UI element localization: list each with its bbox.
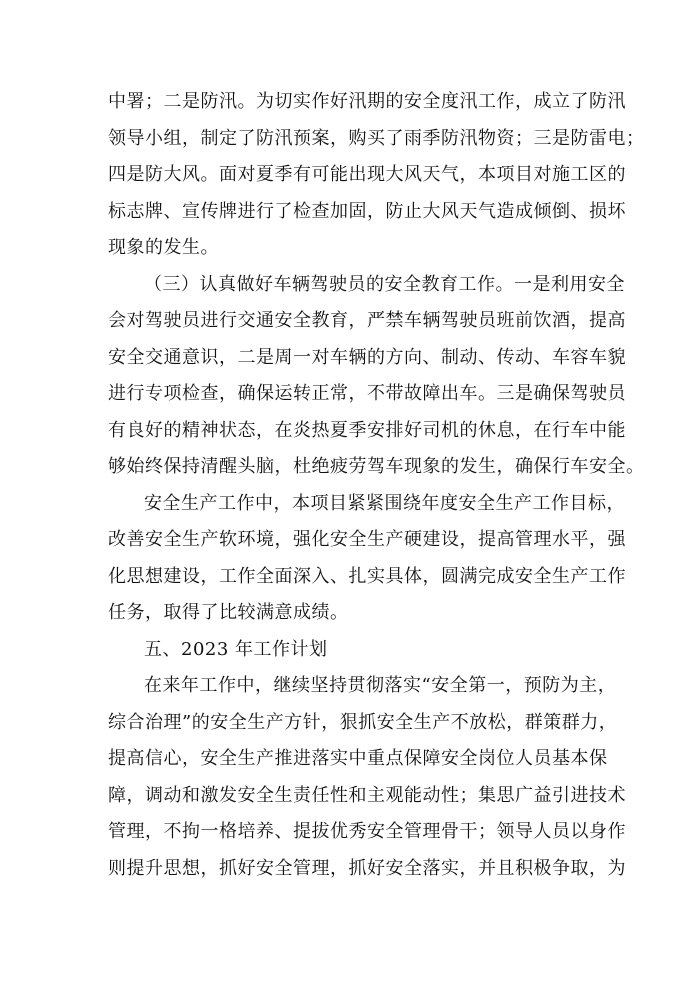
text-line: 改善安全生产软环境，强化安全生产硬建设，提高管理水平，强 <box>108 529 626 550</box>
para-summary <box>108 486 626 632</box>
section-heading: 五、2023 年工作计划 <box>144 638 328 660</box>
text-line: （三）认真做好车辆驾驶员的安全教育工作。一是利用安全 <box>144 273 625 295</box>
text-line: 任务，取得了比较满意成绩。 <box>108 602 349 623</box>
para-next-year <box>108 668 626 887</box>
text-line: 进行专项检查，确保运转正常，不带故障出车。三是确保驾驶员 <box>108 383 626 404</box>
text-line: 四是防大风。面对夏季有可能出现大风天气，本项目对施工区的 <box>108 164 626 185</box>
text-line: 标志牌、宣传牌进行了检查加固，防止大风天气造成倾倒、损坏 <box>108 200 626 222</box>
para-driver-safety <box>108 267 645 486</box>
text-line: 管理，不拘一格培养、提拔优秀安全管理骨干；领导人员以身作 <box>108 821 626 842</box>
text-line: 综合治理”的安全生产方针，狠抓安全生产不放松，群策群力， <box>108 711 618 733</box>
section-heading-2023-plan <box>108 632 594 669</box>
text-line: 提高信心，安全生产推进落实中重点保障安全岗位人员基本保 <box>108 748 608 769</box>
text-line: 领导小组，制定了防汛预案，购买了雨季防汛物资；三是防雷电； <box>108 127 645 149</box>
text-line: 现象的发生。 <box>108 237 219 258</box>
text-line: 有良好的精神状态，在炎热夏季安排好司机的休息，在行车中能 <box>108 419 626 441</box>
document-body <box>108 84 645 887</box>
text-line: 够始终保持清醒头脑，杜绝疲劳驾车现象的发生，确保行车安全。 <box>108 456 645 477</box>
text-line: 在来年工作中，继续坚持贯彻落实“安全第一，预防为主， <box>144 675 617 696</box>
text-line: 中署；二是防汛。为切实作好汛期的安全度汛工作，成立了防汛 <box>108 91 626 112</box>
text-line: 安全交通意识，二是周一对车辆的方向、制动、传动、车容车貌 <box>108 346 626 368</box>
text-line: 化思想建设，工作全面深入、扎实具体，圆满完成安全生产工作 <box>108 565 626 587</box>
text-line: 则提升思想，抓好安全管理，抓好安全落实，并且积极争取，为 <box>108 857 626 879</box>
text-line: 会对驾驶员进行交通安全教育，严禁车辆驾驶员班前饮酒，提高 <box>108 310 626 331</box>
text-line: 安全生产工作中，本项目紧紧围绕年度安全生产工作目标， <box>144 492 625 514</box>
text-line: 障，调动和激发安全生责任性和主观能动性；集思广益引进技术 <box>108 784 626 806</box>
para-flood-prevention <box>108 84 645 267</box>
